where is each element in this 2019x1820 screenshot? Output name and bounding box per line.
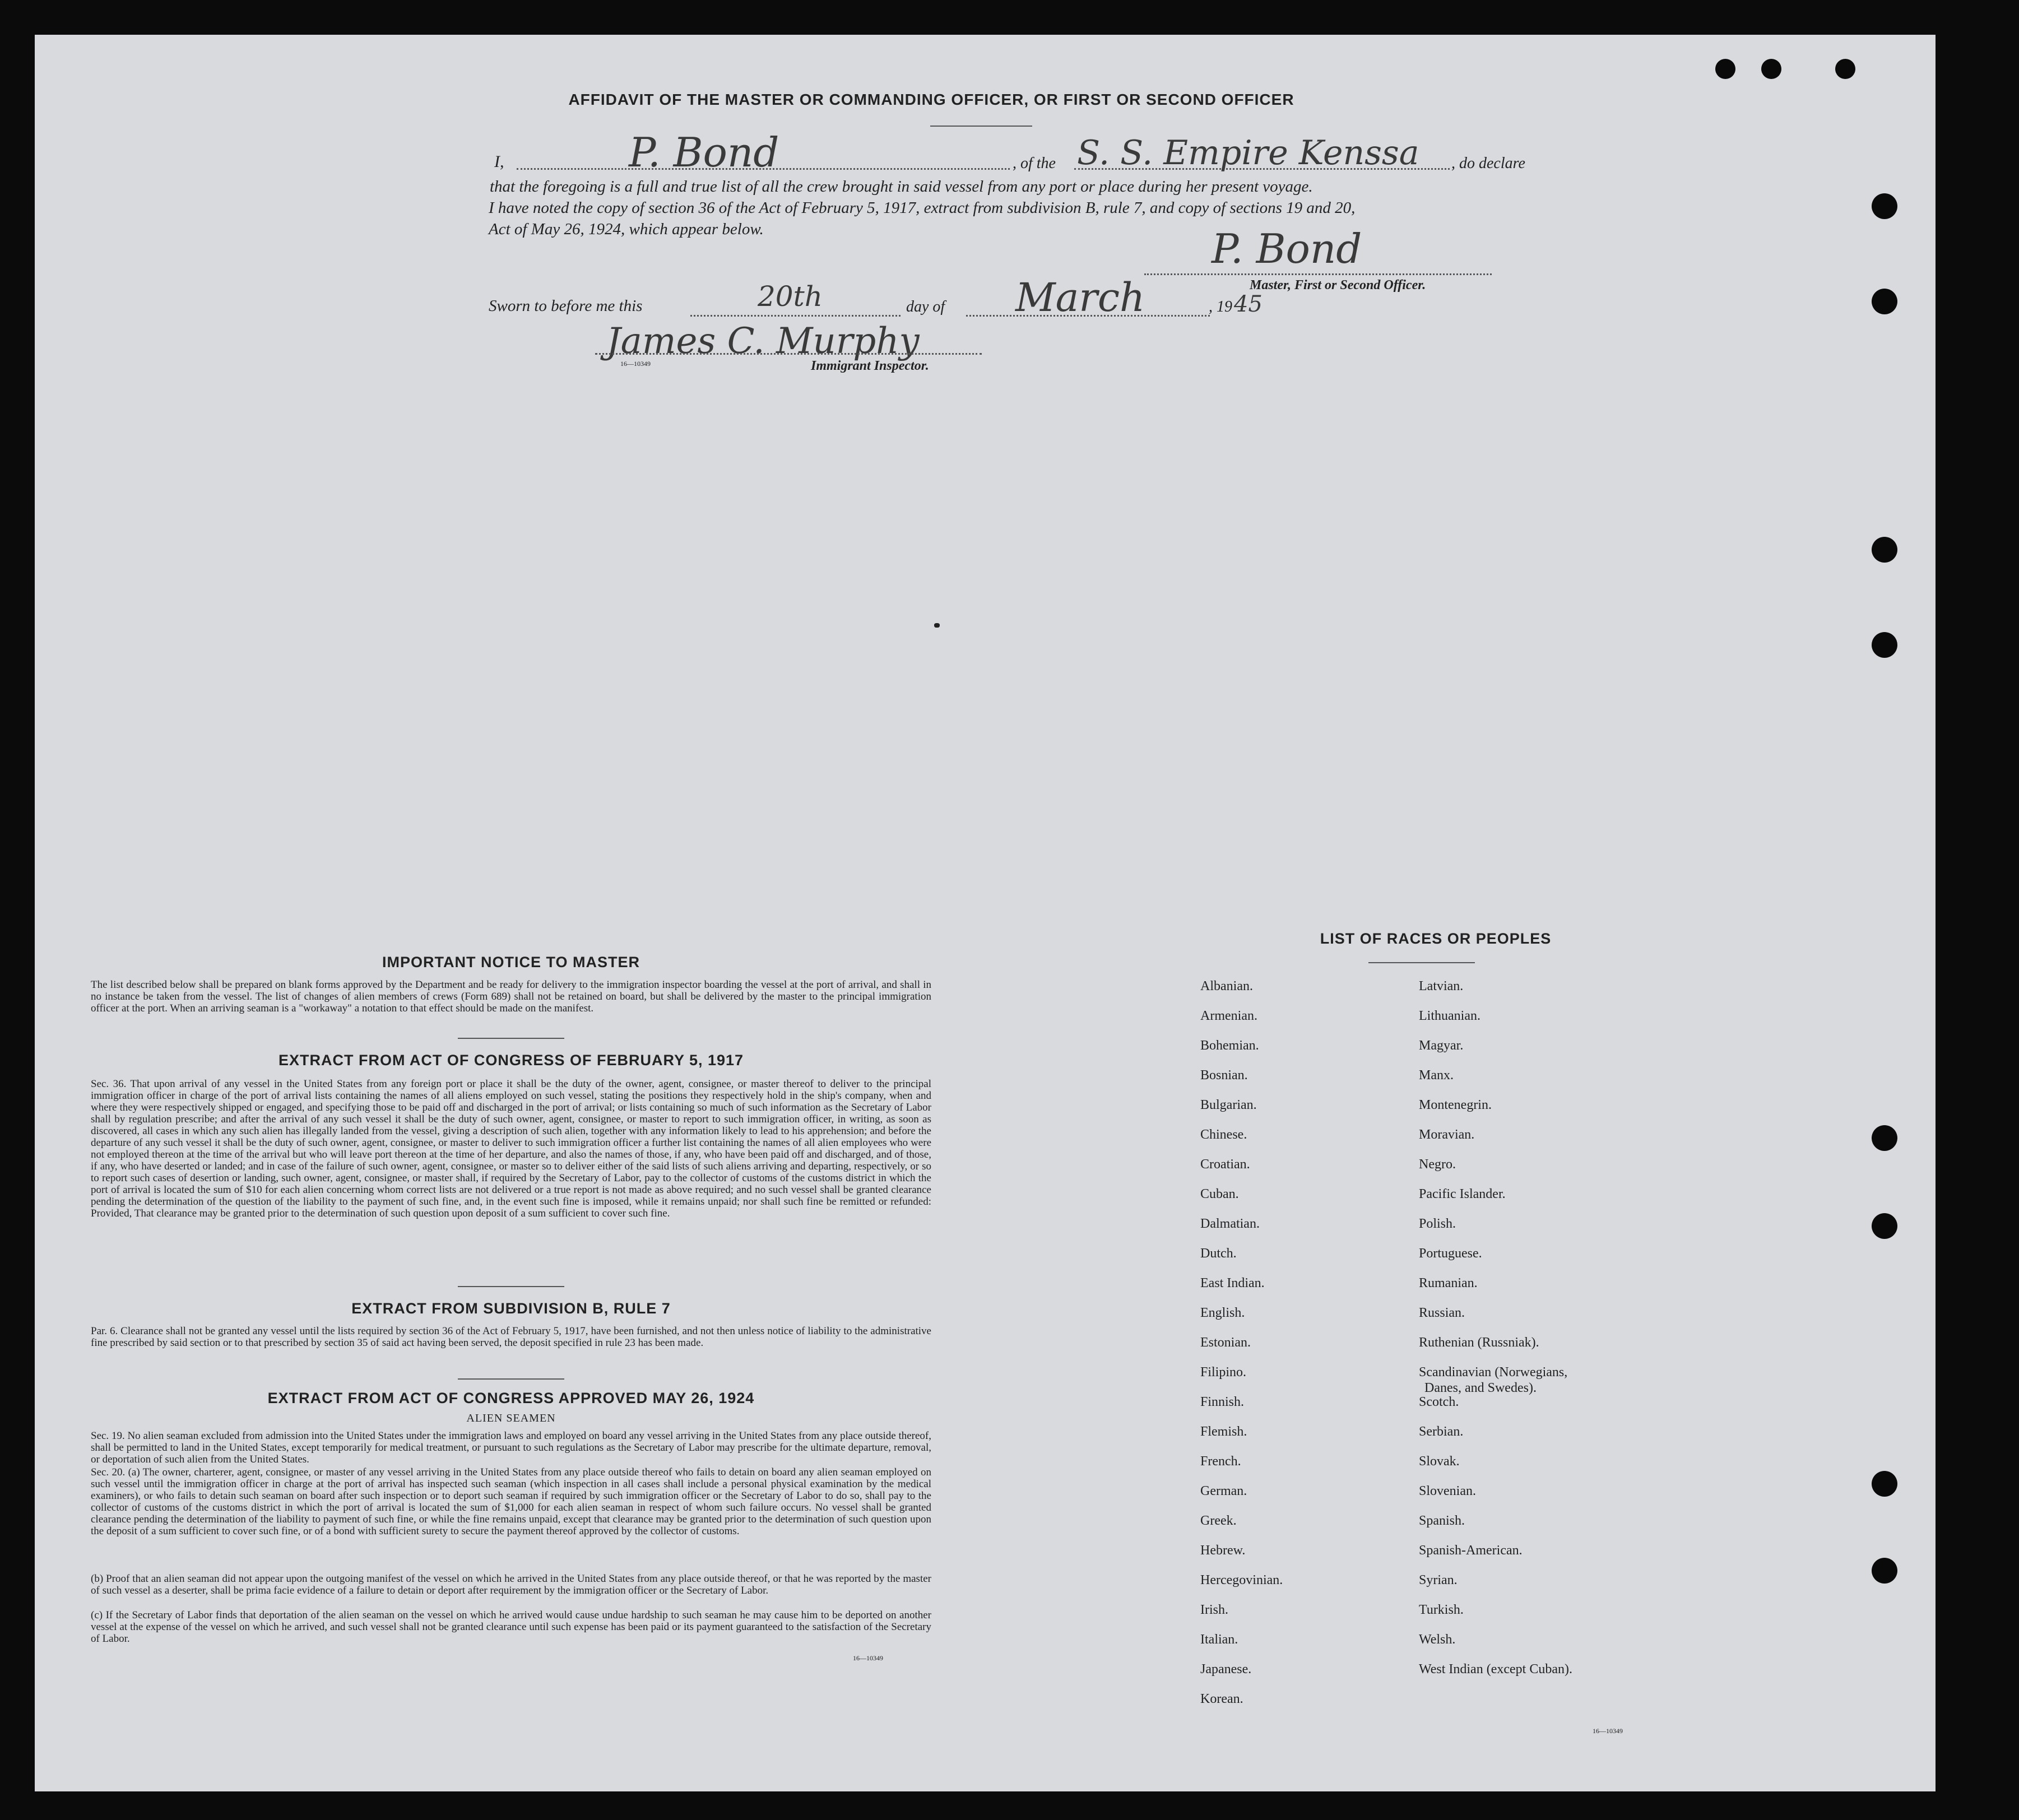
extract-1924-title: EXTRACT FROM ACT OF CONGRESS APPROVED MAY 26, 1924 — [267, 1390, 755, 1406]
sworn-day-line — [690, 315, 901, 317]
race-item: Manx. — [1419, 1068, 1454, 1083]
punch-hole — [1872, 1125, 1897, 1151]
extract-1917-rule — [458, 1286, 564, 1287]
race-item: Moravian. — [1419, 1127, 1475, 1142]
affidavit-i-label: I, — [494, 152, 504, 171]
race-item: Pacific Islander. — [1419, 1187, 1506, 1201]
race-item: Syrian. — [1419, 1573, 1458, 1587]
notice-rule — [458, 1038, 564, 1039]
race-item: Danes, and Swedes). — [1424, 1381, 1537, 1395]
races-form-number: 16—10349 — [1593, 1727, 1623, 1735]
affidavit-form-number: 16—10349 — [620, 360, 651, 368]
punch-hole — [1872, 289, 1897, 314]
race-item: Japanese. — [1200, 1662, 1252, 1677]
race-item: Croatian. — [1200, 1157, 1250, 1172]
race-item: French. — [1200, 1454, 1241, 1469]
extract-b7-text: Par. 6. Clearance shall not be granted any vessel until the lists required by section 36 of the Act of February 5, 1917, have been furnished, and not then unless notice of liability to the administrative fine prescribed by said section or to that prescribed by section 35 of said act having been served, the deposit specified in rule 23 has been made. — [91, 1325, 931, 1349]
race-item: Russian. — [1419, 1306, 1465, 1320]
race-item: Albanian. — [1200, 979, 1253, 993]
extract-1924-sec20b: (b) Proof that an alien seaman did not appear upon the outgoing manifest of the vessel on which he arrived in the United States from any place outside thereof, or that he was reported by the master of such vessel as a deserter, shall be prima facie evidence of a failure to detain or deport after requirement by the immigration officer or the Secretary of Labor. — [91, 1573, 931, 1596]
extract-form-number: 16—10349 — [853, 1654, 883, 1662]
punch-hole — [1872, 193, 1897, 219]
affidavit-line-2: that the foregoing is a full and true list of all the crew brought in said vessel from any port or place during her present voyage. — [490, 178, 1313, 196]
race-item: Spanish-American. — [1419, 1543, 1523, 1558]
race-item: Hebrew. — [1200, 1543, 1246, 1558]
master-name-handwritten: P. Bond — [629, 129, 779, 176]
race-item: Slovak. — [1419, 1454, 1460, 1469]
notice-text: The list described below shall be prepared on blank forms approved by the Department and be ready for delivery to the immigration inspector boarding the vessel at the port of arrival, and shall in no instance be taken from the vessel. The list of changes of alien members of crews (Form 689) shall not be retained on board, but shall be delivered by the master to the principal immigration officer at the port. When an arriving seaman is a "workaway" a notation to that effect should be made on the manifest. — [91, 979, 931, 1014]
race-item: Scandinavian (Norwegians, — [1419, 1365, 1568, 1380]
race-item: Flemish. — [1200, 1424, 1247, 1439]
race-item: Portuguese. — [1419, 1246, 1482, 1261]
race-item: Scotch. — [1419, 1395, 1459, 1409]
title-rule — [930, 126, 1032, 127]
affidavit-line-3: I have noted the copy of section 36 of the Act of February 5, 1917, extract from subdivision B, rule 7, and copy of sections 19 and 20, — [489, 199, 1356, 217]
document-page — [35, 35, 1936, 1791]
do-declare-label: , do declare — [1451, 155, 1525, 172]
race-item: Bosnian. — [1200, 1068, 1248, 1083]
extract-1924-subtitle: ALIEN SEAMEN — [466, 1412, 556, 1424]
race-item: Irish. — [1200, 1603, 1228, 1617]
race-item: Estonian. — [1200, 1335, 1251, 1350]
day-of-label: day of — [906, 298, 945, 315]
race-item: Armenian. — [1200, 1009, 1257, 1023]
year-handwritten: 45 — [1234, 291, 1263, 317]
race-item: Slovenian. — [1419, 1484, 1476, 1498]
signature-line — [1144, 273, 1492, 275]
race-item: Ruthenian (Russniak). — [1419, 1335, 1539, 1350]
race-item: Finnish. — [1200, 1395, 1245, 1409]
inspector-line — [595, 353, 982, 355]
race-item: Chinese. — [1200, 1127, 1247, 1142]
race-item: East Indian. — [1200, 1276, 1265, 1290]
race-item: Korean. — [1200, 1692, 1243, 1706]
master-signature: P. Bond — [1212, 225, 1362, 272]
race-item: Negro. — [1419, 1157, 1456, 1172]
race-item: Serbian. — [1419, 1424, 1464, 1439]
punch-hole — [1715, 59, 1735, 79]
race-item: English. — [1200, 1306, 1245, 1320]
race-item: Montenegrin. — [1419, 1098, 1492, 1112]
extract-1917-text: Sec. 36. That upon arrival of any vessel in the United States from any foreign port or place it shall be the duty of the owner, agent, consignee, or master thereof to deliver to the principal immigration officer in charge of the port of arrival lists containing the names of all aliens employed on such vessel, stating the positions they respectively hold in the ship's company, when and where they were respectively shipped or engaged, and specifying those to be paid off and discharged in the port of arrival; or lists containing so much of such information as the Secretary of Labor shall by regulation prescribe; and after the arrival of any such vessel it shall be the duty of such owner, agent, consignee, or master to report to such immigration officer, in writing, as soon as discovered, all cases in which any such alien has illegally landed from the vessel, giving a description of such alien, together with any information likely to lead to his apprehension; and before the departure of any such vessel it shall be the duty of such owner, agent, consignee, or master to deliver to such immigration officer a further list containing the names of all alien employees who were not employed thereon at the time of the arrival but who will leave port thereon at the time of her departure, and also the names of those, if any, who have been paid off and discharged, and of those, if any, who have deserted or landed; and in case of the failure of such owner, agent, consignee, or master so to deliver either of the said lists of such aliens arriving and departing, respectively, or so to report such cases of desertion or landing, such owner, agent, consignee, or master shall, if required by the Secretary of Labor, pay to the collector of customs of the customs district in which the port of arrival is located the sum of $10 for each alien concerning whom correct lists are not delivered or a true report is not made as above required; and no such vessel shall be granted clearance pending the determination of the question of the liability to the payment of such fine, and, in the event such fine is imposed, while it remains unpaid; nor shall such fine be remitted or refunded: Provided, That clearance may be granted prior to the determination of such question upon deposit of a sum sufficient to cover such fine. — [91, 1078, 931, 1219]
ink-speck — [934, 623, 940, 628]
race-item: Hercegovinian. — [1200, 1573, 1283, 1587]
punch-hole — [1872, 632, 1897, 658]
extract-1924-sec20c: (c) If the Secretary of Labor finds that deportation of the alien seaman on the vessel on which he arrived would cause undue hardship to such seaman he may cause him to be deported on another vessel at the expense of the vessel on which he arrived, and such vessel shall not be granted clearance until such expense has been paid or its payment guaranteed to the satisfaction of the Secretary of Labor. — [91, 1609, 931, 1645]
punch-hole — [1761, 59, 1781, 79]
notice-title: IMPORTANT NOTICE TO MASTER — [382, 954, 640, 971]
race-item: West Indian (except Cuban). — [1419, 1662, 1572, 1677]
vessel-name-handwritten: S. S. Empire Kenssa — [1077, 133, 1419, 173]
race-item: Spanish. — [1419, 1513, 1465, 1528]
extract-1924-sec20a: Sec. 20. (a) The owner, charterer, agent, consignee, or master of any vessel arriving in the United States from any place outside thereof who fails to detain on board any alien seaman employed on such vessel until the immigration officer in charge at the port of arrival has inspected such seaman (which inspection in all cases shall include a personal physical examination by the medical examiners), or who fails to detain such seaman on board after such inspection or to deport such seaman if required by such immigration officer or the Secretary of Labor to do so, shall pay to the collector of customs of the customs district in which the port of arrival is located the sum of $1,000 for each alien seaman in respect of whom such failure occurs. No vessel shall be granted clearance pending the determination of the liability to payment of such fine, or while the fine remains unpaid, except that clearance may be granted prior to the determination of such question upon the deposit of a sum sufficient to cover such fine, or of a bond with sufficient surety to secure the payment thereof approved by the collector of customs. — [91, 1466, 931, 1537]
punch-hole — [1872, 1471, 1897, 1497]
race-item: Rumanian. — [1419, 1276, 1478, 1290]
punch-hole — [1835, 59, 1855, 79]
race-item: Welsh. — [1419, 1632, 1456, 1647]
race-item: Polish. — [1419, 1217, 1456, 1231]
punch-hole — [1872, 537, 1897, 563]
affidavit-line-4: Act of May 26, 1924, which appear below. — [489, 220, 764, 238]
sworn-label: Sworn to before me this — [489, 297, 643, 315]
punch-hole — [1872, 1558, 1897, 1584]
signature-caption: Master, First or Second Officer. — [1250, 278, 1426, 292]
races-rule — [1368, 962, 1475, 963]
punch-hole — [1872, 1213, 1897, 1239]
race-item: Italian. — [1200, 1632, 1238, 1647]
race-item: Turkish. — [1419, 1603, 1464, 1617]
race-item: Filipino. — [1200, 1365, 1247, 1380]
inspector-signature: James C. Murphy — [606, 321, 920, 362]
of-the-label: , of the — [1013, 155, 1056, 172]
race-item: Bulgarian. — [1200, 1098, 1257, 1112]
race-item: Cuban. — [1200, 1187, 1239, 1201]
race-item: Dutch. — [1200, 1246, 1237, 1261]
races-title: LIST OF RACES OR PEOPLES — [1320, 930, 1552, 947]
race-item: German. — [1200, 1484, 1247, 1498]
extract-b7-title: EXTRACT FROM SUBDIVISION B, RULE 7 — [351, 1300, 671, 1317]
inspector-caption: Immigrant Inspector. — [811, 359, 929, 373]
extract-1917-title: EXTRACT FROM ACT OF CONGRESS OF FEBRUARY 5, 1917 — [278, 1052, 744, 1069]
extract-b7-rule — [458, 1378, 564, 1380]
race-item: Lithuanian. — [1419, 1009, 1480, 1023]
race-item: Latvian. — [1419, 979, 1464, 993]
extract-1924-sec19: Sec. 19. No alien seaman excluded from admission into the United States under the immigration laws and employed on board any vessel arriving in the United States from any place outside thereof, shall be permitted to land in the United States, except temporarily for medical treatment, or pursuant to such regulations as the Secretary of Labor may prescribe for the ultimate departure, removal, or deportation of such alien from the United States. — [91, 1430, 931, 1465]
race-item: Bohemian. — [1200, 1038, 1259, 1053]
race-item: Magyar. — [1419, 1038, 1464, 1053]
affidavit-title: AFFIDAVIT OF THE MASTER OR COMMANDING OFFICER, OR FIRST OR SECOND OFFICER — [568, 91, 1294, 108]
race-item: Greek. — [1200, 1513, 1237, 1528]
sworn-day-handwritten: 20th — [758, 280, 823, 313]
sworn-month-handwritten: March — [1015, 275, 1145, 321]
year-prefix: , 19 — [1209, 298, 1232, 315]
race-item: Dalmatian. — [1200, 1217, 1260, 1231]
